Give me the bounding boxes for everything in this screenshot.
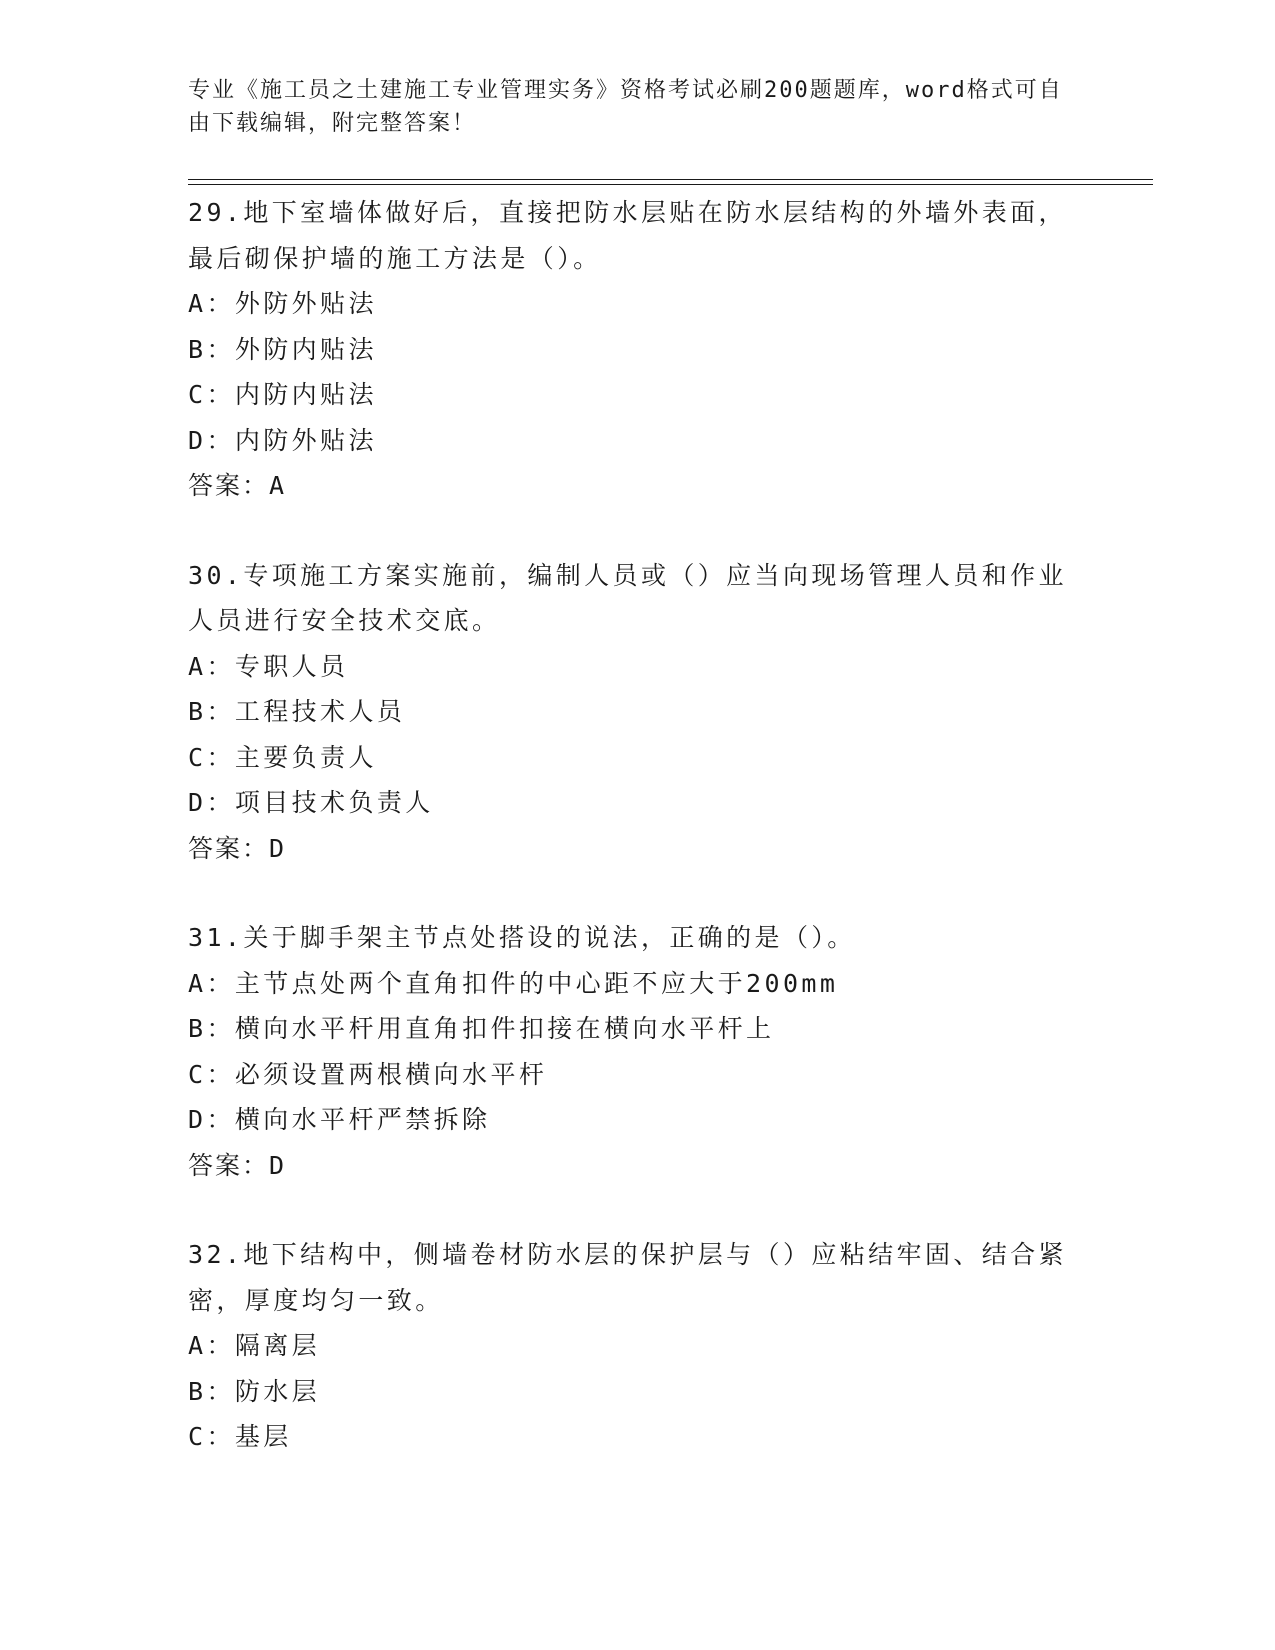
option-b: B：外防内贴法 <box>188 334 377 364</box>
question-31 <box>188 915 1088 1188</box>
question-30 <box>188 553 1088 872</box>
option-c: C：基层 <box>188 1422 292 1451</box>
option-c: C：内防内贴法 <box>188 380 377 409</box>
option-d: D：项目技术负责人 <box>188 788 434 817</box>
question-text: 29.地下室墙体做好后，直接把防水层贴在防水层结构的外墙外表面，最后砌保护墙的施工方法是（）。 <box>188 198 1067 273</box>
option-a: A：隔离层 <box>188 1331 321 1360</box>
option-d: D：内防外贴法 <box>188 425 377 455</box>
option-c: C：主要负责人 <box>188 742 377 772</box>
header-divider-top <box>188 179 1153 180</box>
question-list <box>188 190 1088 1504</box>
question-32 <box>188 1232 1088 1460</box>
question-text: 31.关于脚手架主节点处搭设的说法，正确的是（）。 <box>188 923 856 952</box>
option-d: D：横向水平杆严禁拆除 <box>188 1105 491 1134</box>
answer-line: 答案：D <box>188 1150 287 1180</box>
answer-line: 答案：A <box>188 471 287 500</box>
header-divider-bottom <box>188 184 1153 185</box>
question-29 <box>188 190 1088 509</box>
question-text: 32.地下结构中，侧墙卷材防水层的保护层与（）应粘结牢固、结合紧密，厚度均匀一致。 <box>188 1240 1067 1315</box>
option-a: A：外防外贴法 <box>188 289 377 318</box>
option-b: B：防水层 <box>188 1376 321 1406</box>
option-c: C：必须设置两根横向水平杆 <box>188 1059 548 1089</box>
option-a: A：主节点处两个直角扣件的中心距不应大于200mm <box>188 968 839 998</box>
answer-line: 答案：D <box>188 833 287 863</box>
option-a: A：专职人员 <box>188 651 349 681</box>
document-header: 专业《施工员之土建施工专业管理实务》资格考试必刷200题题库，word格式可自由下载编辑，附完整答案！ <box>188 78 1063 136</box>
option-b: B：横向水平杆用直角扣件扣接在横向水平杆上 <box>188 1014 775 1043</box>
option-b: B：工程技术人员 <box>188 697 406 726</box>
question-text: 30.专项施工方案实施前，编制人员或（）应当向现场管理人员和作业人员进行安全技术交底。 <box>188 560 1067 635</box>
